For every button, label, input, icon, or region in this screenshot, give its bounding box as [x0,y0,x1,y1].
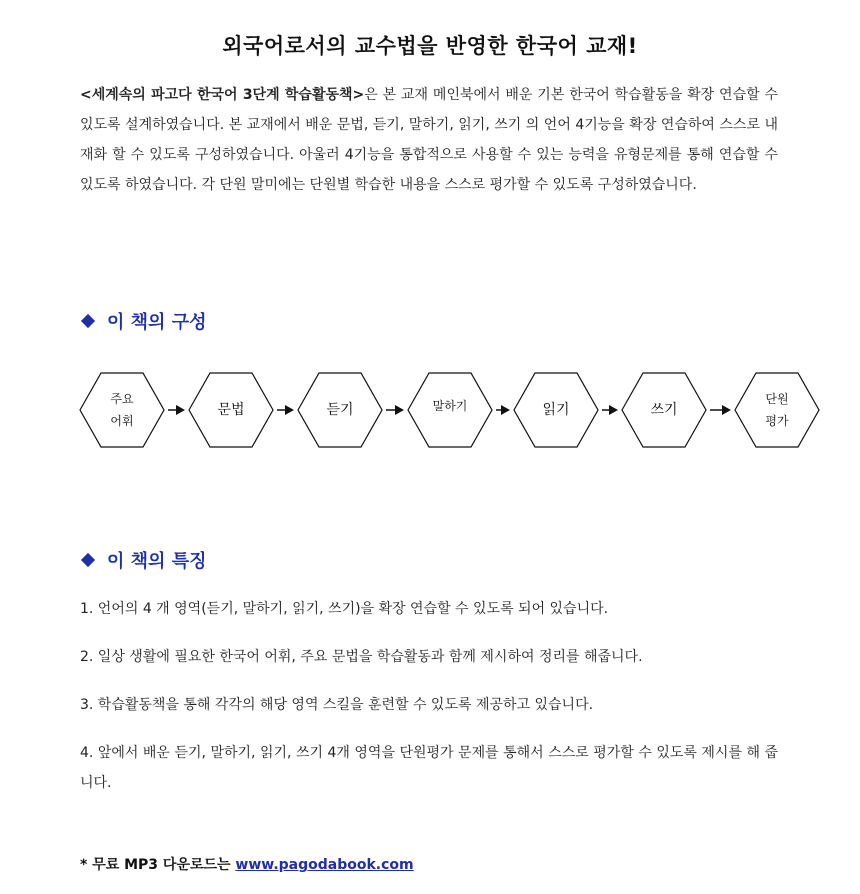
structure-heading [80,308,206,334]
arrow-right-icon [176,405,185,415]
footer-note [80,854,414,874]
step-label [310,399,370,421]
arrow-right-icon [285,405,294,415]
features-heading-text: 이 책의 특징 [107,551,207,572]
arrow-right-icon [395,405,404,415]
page-title: 외국어로서의 교수법을 반영한 한국어 교재! [222,34,638,58]
book-name: <세계속의 파고다 한국어 3단계 학습활동책> [80,87,365,103]
pagodabook-link[interactable]: www.pagodabook.com [235,857,414,873]
features-list [80,594,778,816]
step-label-line: 말하기 [432,399,468,413]
step-label [634,399,694,421]
step-label-line: 듣기 [326,402,354,418]
step-label-line: 단원 [765,392,789,406]
feature-item-2: 2. 일상 생활에 필요한 한국어 어휘, 주요 문법을 학습활동과 함께 제시하여 정리를 해줍니다. [80,649,643,665]
step-label [201,399,261,421]
step-label [92,388,152,432]
arrow-right-icon [722,405,731,415]
arrow-right-icon [609,405,618,415]
step-label-line: 문법 [217,402,245,418]
features-heading [80,547,206,573]
diamond-bullet-icon [81,553,95,567]
arrow-right-icon [501,405,510,415]
step-label-line: 어휘 [110,414,134,428]
footer-prefix: * 무료 MP3 다운로드는 [80,857,236,873]
step-label [747,388,807,432]
step-label-line: 읽기 [542,402,570,418]
step-label-line: 평가 [765,414,789,428]
intro-text: 은 본 교재 메인북에서 배운 기본 한국어 학습활동을 확장 연습할 수 있도록 설계하였습니다. 본 교재에서 배운 문법, 듣기, 말하기, 읽기, 쓰기 의 언어 4기능을 확장 연습하여 스스로 내재화 할 수 있도록 구성하였습니다. 아울러 4기능을 통합적으로 사용할 수 있는 능력을 유형문제를 통해 연습할 수 있도록 하였습니다. 각 단원 말미에는 단원별 학습한 내용을 스스로 평가할 수 있도록 구성하였습니다. [80,87,778,193]
structure-heading-text: 이 책의 구성 [107,312,207,333]
step-label [526,399,586,421]
diamond-bullet-icon [81,314,95,328]
intro-paragraph [80,80,778,200]
structure-flow [0,366,860,456]
feature-item-1: 1. 언어의 4 개 영역(듣기, 말하기, 읽기, 쓰기)을 확장 연습할 수 있도록 되어 있습니다. [80,601,609,617]
step-label [420,395,480,417]
feature-item-4: 4. 앞에서 배운 듣기, 말하기, 읽기, 쓰기 4개 영역을 단원평가 문제를 통해서 스스로 평가할 수 있도록 제시를 해 줍니다. [80,745,778,791]
step-label-line: 주요 [110,392,134,406]
step-label-line: 쓰기 [650,402,678,418]
feature-item-3: 3. 학습활동책을 통해 각각의 해당 영역 스킬을 훈련할 수 있도록 제공하고 있습니다. [80,697,594,713]
